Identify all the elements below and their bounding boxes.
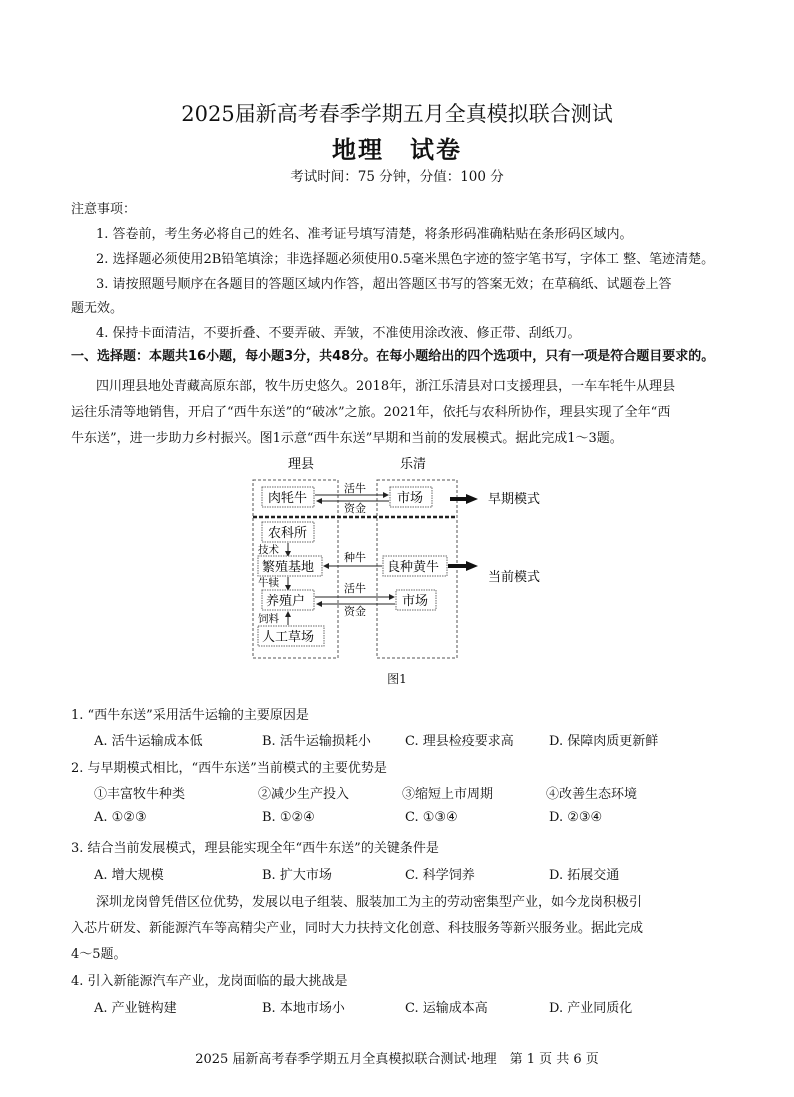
question-4-stem: 4. 引入新能源汽车产业，龙岗面临的最大挑战是 (71, 974, 348, 989)
q4-option-d: D. 产业同质化 (549, 1001, 633, 1016)
notice-item-3-cont: 题无效。 (71, 301, 124, 316)
q4-option-a: A. 产业链构建 (94, 1001, 177, 1016)
region-label-yueqing: 乐清 (400, 457, 427, 472)
passage1-line-2: 运往乐清等地销售，开启了“西牛东送”的“破冰”之旅。2021年，依托与农科所协作，理县实现了全年“西 (71, 405, 671, 420)
figure-1-diagram (240, 450, 560, 665)
label-calves: 牛犊 (258, 577, 279, 589)
arrow-early-mode (450, 494, 478, 504)
q1-option-d: D. 保障肉质更新鲜 (549, 734, 659, 749)
q4-option-b: B. 本地市场小 (262, 1001, 345, 1016)
label-seed-cattle: 种牛 (344, 551, 366, 564)
label-current-mode: 当前模式 (488, 570, 541, 585)
q2-option-d: D. ②③④ (549, 810, 603, 825)
label-feed: 饲料 (258, 613, 279, 625)
section-heading: 一、选择题：本题共16小题，每小题3分，共48分。在每小题给出的四个选项中，只有一项是符合题目要求的。 (71, 349, 715, 364)
q2-item-4: ④改善生态环境 (546, 787, 638, 802)
arrow-current-mode (448, 561, 478, 571)
question-3-stem: 3. 结合当前发展模式，理县能实现全年“西牛东送”的关键条件是 (71, 841, 439, 856)
q2-option-a: A. ①②③ (94, 810, 147, 825)
label-funds-early: 资金 (344, 502, 366, 515)
exam-info: 考试时间：75 分钟，分值：100 分 (290, 169, 504, 185)
label-early-mode: 早期模式 (488, 492, 541, 507)
box-farmer-label: 养殖户 (266, 594, 306, 609)
q2-option-c: C. ①③④ (405, 810, 458, 825)
region-label-lixian: 理县 (288, 457, 315, 472)
page-footer: 2025 届新高考春季学期五月全真模拟联合测试·地理 第 1 页 共 6 页 (195, 1052, 599, 1067)
box-breeding-label: 繁殖基地 (262, 560, 315, 575)
q3-option-c: C. 科学饲养 (405, 868, 475, 883)
q4-option-c: C. 运输成本高 (405, 1001, 488, 1016)
notice-item-3: 3. 请按照题号顺序在各题目的答题区域内作答，超出答题区书写的答案无效；在草稿纸、试题卷上答 (96, 277, 672, 292)
notice-item-2: 2. 选择题必须使用2B铅笔填涂；非选择题必须使用0.5毫米黑色字迹的签字笔书写，字体工 整、笔迹清楚。 (96, 252, 715, 267)
paper-subject: 地理 试卷 (332, 136, 462, 164)
question-2-stem: 2. 与早期模式相比，“西牛东送”当前模式的主要优势是 (71, 761, 387, 776)
passage2-line-1: 深圳龙岗曾凭借区位优势，发展以电子组装、服装加工为主的劳动密集型产业，如今龙岗积极引 (96, 895, 643, 910)
q1-option-b: B. 活牛运输损耗小 (262, 734, 371, 749)
notice-heading: 注意事项： (71, 202, 137, 217)
box-yak-label: 肉牦牛 (268, 491, 308, 506)
box-grassland-label: 人工草场 (262, 630, 315, 645)
notice-item-1: 1. 答卷前，考生务必将自己的姓名、准考证号填写清楚，将条形码准确粘贴在条形码区域内。 (96, 227, 633, 242)
label-funds-current: 资金 (344, 605, 366, 618)
notice-item-4: 4. 保持卡面清洁，不要折叠、不要弄破、弄皱，不准使用涂改液、修正带、刮纸刀。 (96, 326, 581, 341)
q3-option-a: A. 增大规模 (94, 868, 164, 883)
question-1-stem: 1. “西牛东送”采用活牛运输的主要原因是 (71, 708, 309, 723)
q3-option-d: D. 拓展交通 (549, 868, 620, 883)
box-institute-label: 农科所 (268, 526, 308, 541)
box-fine-cattle-label: 良种黄牛 (387, 560, 440, 575)
q1-option-c: C. 理县检疫要求高 (405, 734, 514, 749)
q3-option-b: B. 扩大市场 (262, 868, 332, 883)
box-market-current-label: 市场 (402, 594, 429, 609)
label-tech: 技术 (258, 544, 279, 556)
label-live-cattle-early: 活牛 (344, 482, 366, 495)
box-market-early-label: 市场 (397, 491, 424, 506)
q2-item-2: ②减少生产投入 (258, 787, 350, 802)
passage2-line-3: 4～5题。 (71, 947, 127, 962)
q2-item-3: ③缩短上市周期 (402, 787, 494, 802)
passage1-line-3: 牛东送”，进一步助力乡村振兴。图1示意“西牛东送”早期和当前的发展模式。据此完成1～3题。 (71, 431, 623, 446)
q2-option-b: B. ①②④ (262, 810, 315, 825)
q1-option-a: A. 活牛运输成本低 (94, 734, 203, 749)
paper-title: 2025届新高考春季学期五月全真模拟联合测试 (181, 102, 613, 126)
label-live-cattle-current: 活牛 (344, 582, 366, 595)
figure-caption: 图1 (387, 672, 407, 686)
passage2-line-2: 入芯片研发、新能源汽车等高精尖产业，同时大力扶持文化创意、科技服务等新兴服务业。据此完成 (71, 921, 644, 936)
passage1-line-1: 四川理县地处青藏高原东部，牧牛历史悠久。2018年，浙江乐清县对口支援理县，一车车牦牛从理县 (96, 379, 676, 394)
q2-item-1: ①丰富牧牛种类 (94, 787, 186, 802)
